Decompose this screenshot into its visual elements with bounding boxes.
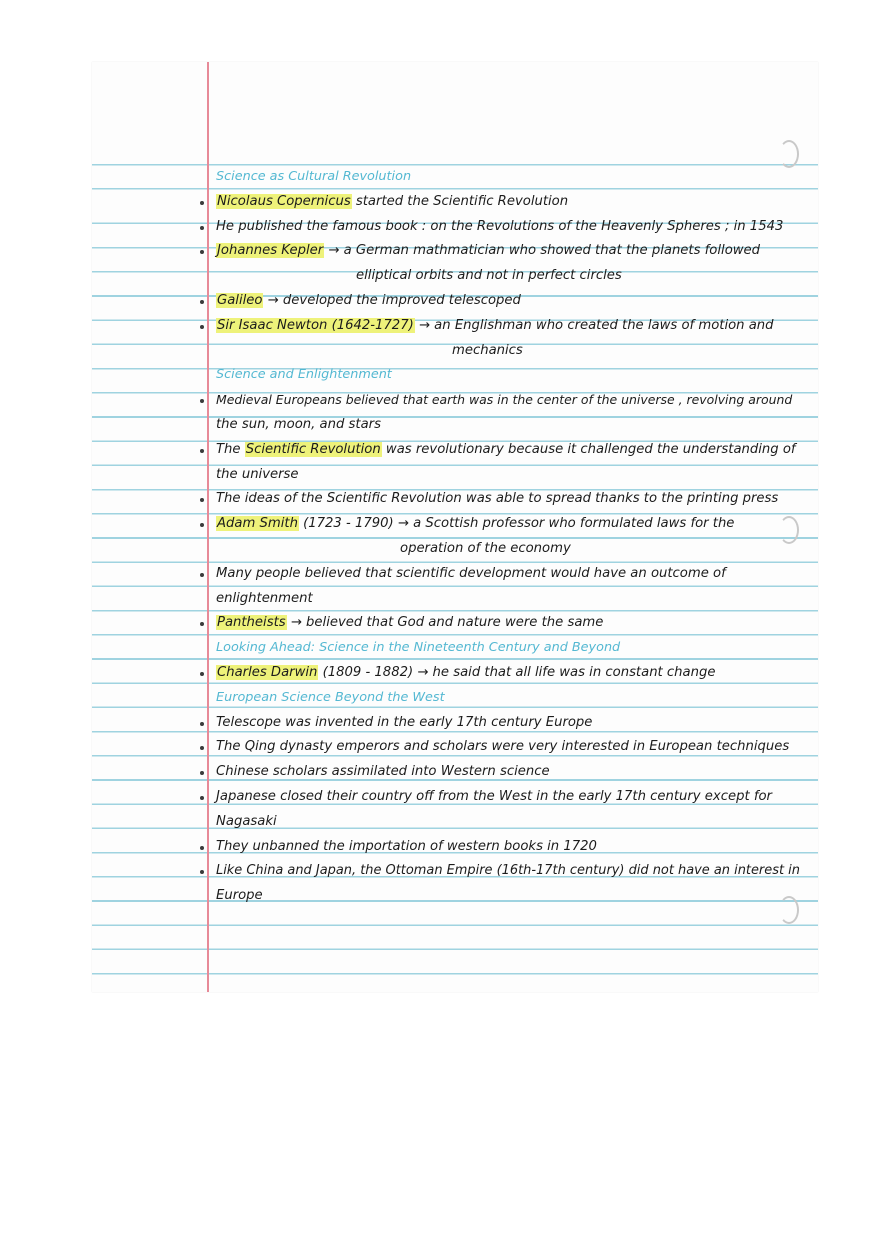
margin-line bbox=[207, 62, 209, 992]
section-heading bbox=[216, 686, 445, 710]
note-text: elliptical orbits and not in perfect circles bbox=[356, 268, 622, 284]
note-line bbox=[216, 859, 800, 883]
note-text: Many people believed that scientific development would have an outcome of bbox=[216, 565, 726, 581]
punch-hole-middle bbox=[779, 516, 799, 544]
bullet-dot bbox=[200, 449, 204, 453]
section-heading bbox=[216, 165, 411, 189]
section-heading bbox=[216, 363, 392, 387]
note-line bbox=[216, 190, 568, 214]
note-line bbox=[216, 239, 760, 263]
note-text: They unbanned the importation of western books in 1720 bbox=[216, 838, 597, 854]
note-text: → developed the improved telescoped bbox=[263, 293, 521, 308]
bullet-dot bbox=[200, 523, 204, 527]
note-line bbox=[216, 562, 726, 586]
punch-hole-bottom bbox=[779, 896, 799, 924]
bullet-dot bbox=[200, 573, 204, 577]
note-text: Medieval Europeans believed that earth was in the center of the universe , revolving around bbox=[216, 392, 793, 408]
note-text: Science as Cultural Revolution bbox=[216, 169, 412, 184]
page-top-margin bbox=[92, 62, 818, 158]
note-text: (1809 - 1882) → he said that all life was in constant change bbox=[318, 665, 716, 680]
bullet-dot bbox=[200, 300, 204, 304]
bullet-dot bbox=[200, 201, 204, 205]
note-text: started the Scientific Revolution bbox=[351, 193, 569, 209]
bullet-dot bbox=[200, 771, 204, 775]
note-line bbox=[216, 611, 603, 635]
note-line bbox=[216, 810, 277, 834]
note-text: Telescope was invented in the early 17th century Europe bbox=[216, 714, 593, 730]
note-text: The ideas of the Scientific Revolution was able to spread thanks to the printing press bbox=[216, 491, 779, 507]
highlighted-term: Adam Smith bbox=[217, 516, 298, 532]
note-text: → a German mathmatician who showed that the planets followed bbox=[324, 243, 761, 259]
note-line bbox=[216, 835, 597, 859]
note-text: Looking Ahead: Science in the Nineteenth Century and Beyond bbox=[216, 640, 621, 656]
bullet-dot bbox=[200, 498, 204, 502]
note-text: The bbox=[216, 441, 245, 457]
section-heading bbox=[216, 636, 620, 660]
note-text: the universe bbox=[216, 466, 299, 482]
note-text: Chinese scholars assimilated into Western science bbox=[216, 764, 550, 780]
note-line bbox=[356, 264, 622, 288]
note-line bbox=[216, 413, 381, 437]
bullet-dot bbox=[200, 870, 204, 874]
note-line bbox=[216, 314, 774, 338]
highlighted-term: Sir Isaac Newton (1642-1727) bbox=[217, 317, 414, 333]
note-line bbox=[216, 884, 263, 908]
note-line bbox=[400, 537, 571, 561]
note-line bbox=[216, 587, 313, 611]
note-text: He published the famous book : on the Revolutions of the Heavenly Spheres ; in 1543 bbox=[216, 218, 784, 234]
note-text: Europe bbox=[216, 888, 263, 904]
bullet-dot bbox=[200, 722, 204, 726]
bullet-dot bbox=[200, 672, 204, 676]
bullet-dot bbox=[200, 622, 204, 626]
note-line bbox=[216, 711, 592, 735]
note-text: The Qing dynasty emperors and scholars were very interested in European techniques bbox=[216, 739, 790, 755]
bullet-dot bbox=[200, 796, 204, 800]
note-line bbox=[216, 661, 715, 685]
note-line bbox=[216, 735, 789, 759]
note-line bbox=[452, 339, 523, 363]
highlighted-term: Scientific Revolution bbox=[245, 441, 381, 457]
note-text: was revolutionary because it challenged the understanding of bbox=[381, 441, 796, 457]
note-text: Nagasaki bbox=[216, 813, 277, 829]
note-text: → an Englishman who created the laws of motion and bbox=[414, 317, 774, 333]
note-line bbox=[216, 388, 792, 412]
note-text: Like China and Japan, the Ottoman Empire (16th-17th century) did not have an interest in bbox=[216, 863, 800, 879]
note-line bbox=[216, 289, 521, 313]
note-line bbox=[216, 760, 550, 784]
note-line bbox=[216, 438, 796, 462]
note-line bbox=[216, 512, 734, 536]
notebook-page bbox=[92, 62, 818, 992]
bullet-dot bbox=[200, 846, 204, 850]
note-line bbox=[216, 487, 778, 511]
note-text: (1723 - 1790) → a Scottish professor who formulated laws for the bbox=[298, 516, 735, 532]
note-text: Science and Enlightenment bbox=[216, 367, 392, 383]
highlighted-term: Nicolaus Copernicus bbox=[217, 193, 351, 209]
note-text: → believed that God and nature were the same bbox=[286, 615, 604, 631]
note-text: European Science Beyond the West bbox=[216, 689, 445, 705]
bullet-dot bbox=[200, 250, 204, 254]
bullet-dot bbox=[200, 399, 204, 403]
bullet-dot bbox=[200, 325, 204, 329]
punch-hole-top bbox=[779, 140, 799, 168]
highlighted-term: Galileo bbox=[217, 293, 263, 308]
bullet-dot bbox=[200, 226, 204, 230]
note-text: mechanics bbox=[452, 342, 523, 358]
highlighted-term: Johannes Kepler bbox=[217, 243, 324, 259]
highlighted-term: Charles Darwin bbox=[217, 665, 318, 680]
note-text: Japanese closed their country off from the West in the early 17th century except for bbox=[216, 789, 772, 804]
bullet-dot bbox=[200, 746, 204, 750]
note-text: operation of the economy bbox=[400, 541, 571, 556]
note-text: the sun, moon, and stars bbox=[216, 417, 381, 432]
note-line bbox=[216, 785, 772, 809]
note-line bbox=[216, 215, 783, 239]
note-text: enlightenment bbox=[216, 590, 313, 606]
highlighted-term: Pantheists bbox=[217, 615, 286, 631]
note-line bbox=[216, 463, 299, 487]
